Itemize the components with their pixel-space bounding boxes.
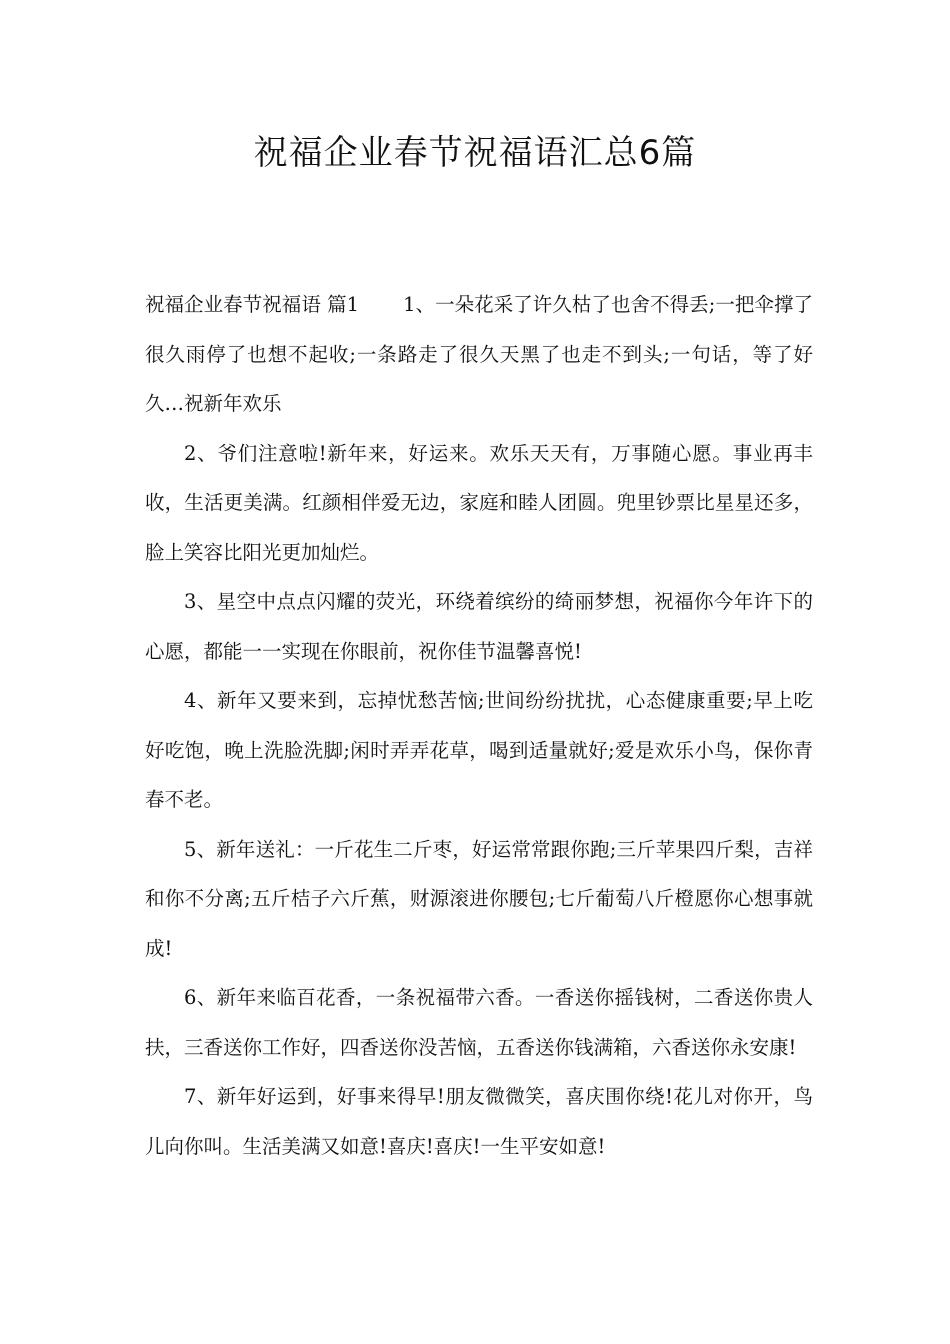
- section-heading: 祝福企业春节祝福语 篇1: [145, 293, 360, 316]
- document-body: [145, 280, 813, 1171]
- paragraph-5: 5、新年送礼：一斤花生二斤枣，好运常常跟你跑;三斤苹果四斤梨，吉祥和你不分离;五斤桔子六斤蕉，财源滚进你腰包;七斤葡萄八斤橙愿你心想事就成!: [145, 837, 813, 960]
- paragraph-2: 2、爷们注意啦!新年来，好运来。欢乐天天有，万事随心愿。事业再丰收，生活更美满。红颜相伴爱无边，家庭和睦人团圆。兜里钞票比星星还多，脸上笑容比阳光更加灿烂。: [145, 441, 813, 564]
- paragraph-6: 6、新年来临百花香，一条祝福带六香。一香送你摇钱树，二香送你贵人扶，三香送你工作好，四香送你没苦恼，五香送你钱满箱，六香送你永安康!: [145, 986, 813, 1059]
- paragraph-7: 7、新年好运到，好事来得早!朋友微微笑，喜庆围你绕!花儿对你开，鸟儿向你叫。生活美满又如意!喜庆!喜庆!一生平安如意!: [145, 1085, 813, 1158]
- paragraph-3: 3、星空中点点闪耀的荧光，环绕着缤纷的绮丽梦想，祝福你今年许下的心愿，都能一一实现在你眼前，祝你佳节温馨喜悦!: [145, 590, 813, 663]
- paragraph-1-text: 1、一朵花采了许久枯了也舍不得丢;一把伞撑了很久雨停了也想不起收;一条路走了很久天黑了也走不到头;一句话，等了好久…祝新年欢乐: [145, 293, 813, 415]
- document-title: 祝福企业春节祝福语汇总6篇: [253, 133, 697, 173]
- paragraph-1: [145, 280, 813, 429]
- paragraph-4: 4、新年又要来到，忘掉忧愁苦恼;世间纷纷扰扰，心态健康重要;早上吃好吃饱，晚上洗脸洗脚;闲时弄弄花草，喝到适量就好;爱是欢乐小鸟，保你青春不老。: [145, 689, 813, 811]
